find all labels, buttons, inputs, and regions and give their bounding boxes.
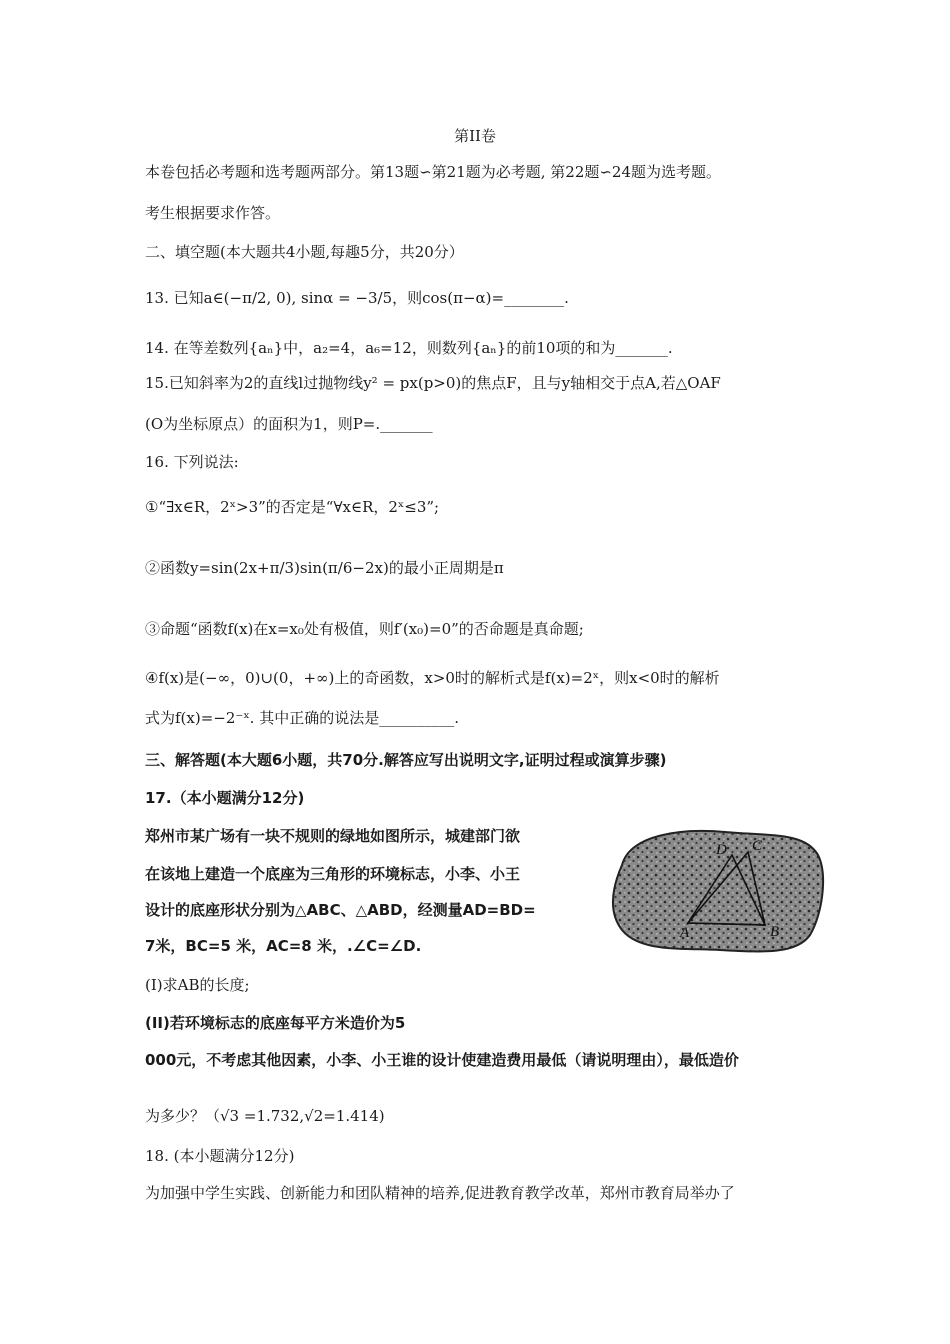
question-17-para-6: 为多少？（√3 =1.732,√2=1.414) (145, 1107, 385, 1125)
question-17-header: 17.（本小题满分12分) (145, 789, 305, 807)
question-15-line-2: (O为坐标原点）的面积为1，则P=._______ (145, 415, 433, 433)
question-17-part-1: (I)求AB的长度; (145, 976, 250, 994)
section-heading: 第II卷 (454, 127, 496, 145)
fill-blank-section-title: 二、填空题(本大题共4小题,每趣5分，共20分） (145, 243, 464, 261)
question-13: 13. 已知a∈(−π/2, 0), sinα = −3/5，则cos(π−α)=________. (145, 289, 569, 307)
question-14: 14. 在等差数列{aₙ}中，a₂=4，a₆=12，则数列{aₙ}的前10项的和为_______. (145, 339, 673, 357)
question-17-para-5: 000元，不考虑其他因素，小李、小王谁的设计使建造费用最低（请说明理由），最低造价 (145, 1051, 739, 1069)
vertex-d-label: D (716, 842, 727, 858)
question-16-item-4: ④f(x)是(−∞，0)∪(0，+∞)上的奇函数，x>0时的解析式是f(x)=2ˣ，则x<0时的解析 (145, 669, 720, 687)
question-16-item-1: ①“∃x∈R，2ˣ>3”的否定是“∀x∈R，2ˣ≤3”; (145, 498, 440, 516)
question-16-intro: 16. 下列说法: (145, 453, 239, 471)
question-16-item-2: ②函数y=sin(2x+π/3)sin(π/6−2x)的最小正周期是π (145, 559, 504, 577)
vertex-b-label: B (770, 924, 780, 940)
question-18-para-1: 为加强中学生实践、创新能力和团队精神的培养,促进教育教学改革，郑州市教育局举办了 (145, 1184, 735, 1202)
question-15-line-1: 15.已知斜率为2的直线l过抛物线y² = px(p>0)的焦点F，且与y轴相交于点A,若△OAF (145, 374, 721, 392)
triangle-diagram (600, 810, 830, 960)
question-16-item-4-cont: 式为f(x)=−2⁻ˣ. 其中正确的说法是__________. (145, 709, 459, 727)
intro-line-1: 本卷包括必考题和选考题两部分。第13题∽第21题为必考题, 第22题∽24题为选考题。 (145, 163, 722, 181)
intro-line-2: 考生根据要求作答。 (145, 204, 281, 222)
vertex-a-label: A (680, 925, 690, 941)
vertex-c-label: C (752, 838, 763, 854)
question-18-header: 18. (本小题满分12分) (145, 1147, 295, 1165)
question-17-para-1: 郑州市某广场有一块不规则的绿地如图所示，城建部门欲 (145, 827, 521, 845)
question-16-item-3: ③命题“函数f(x)在x=x₀处有极值，则f′(x₀)=0”的否命题是真命题; (145, 620, 584, 638)
green-land-figure (600, 810, 830, 960)
question-17-para-2: 在该地上建造一个底座为三角形的环境标志，小李、小王 (145, 865, 521, 883)
question-17-part-2: (II)若环境标志的底座每平方米造价为5 (145, 1014, 406, 1032)
question-17-para-4: 7米，BC=5 米，AC=8 米，.∠C=∠D. (145, 937, 422, 955)
question-17-para-3: 设计的底座形状分别为△ABC、△ABD，经测量AD=BD= (145, 901, 536, 919)
answer-section-title: 三、解答题(本大题6小题，共70分.解答应写出说明文字,证明过程或演算步骤) (145, 751, 667, 769)
